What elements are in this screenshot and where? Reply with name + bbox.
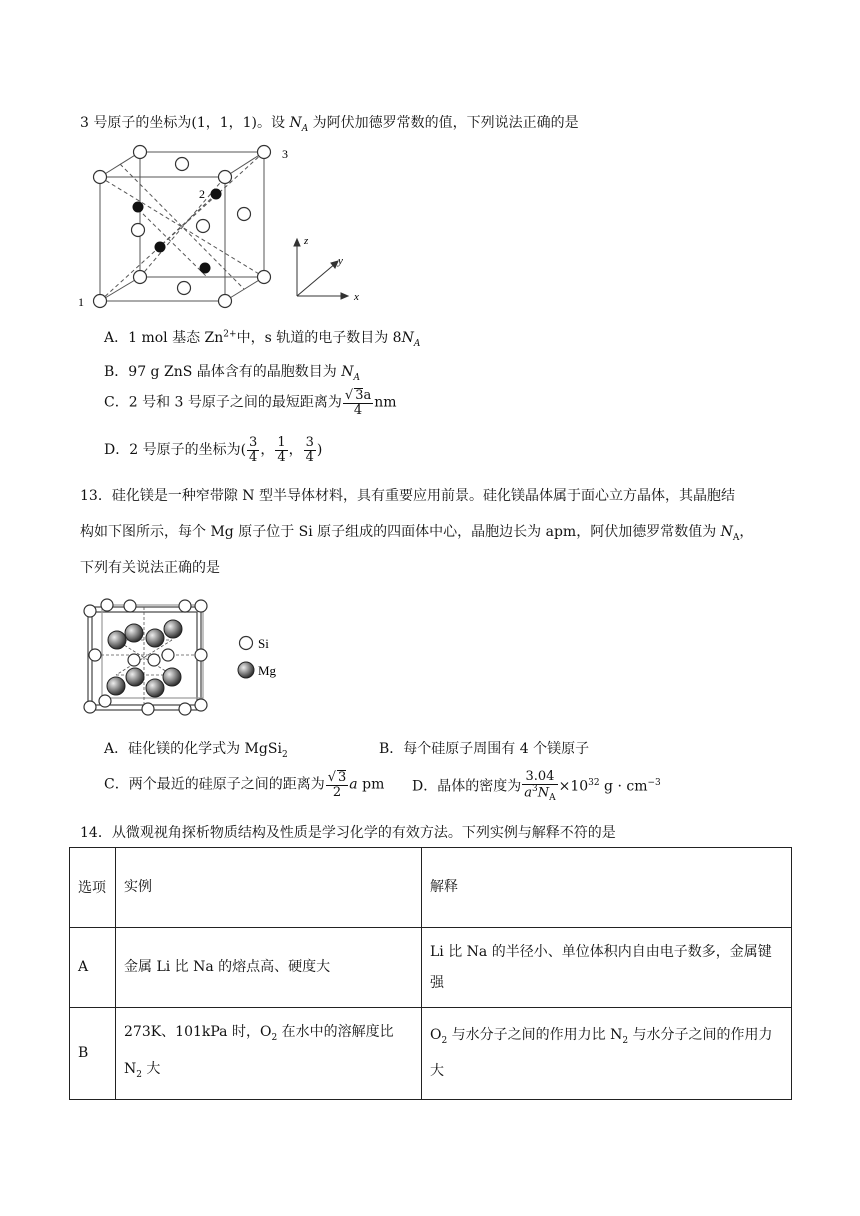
si-legend-icon [240, 637, 253, 650]
option-b-prefix: B．97 g ZnS 晶体含有的晶胞数目为 [104, 364, 342, 380]
frac-num: 3 [305, 435, 314, 450]
var-a: a [524, 784, 532, 800]
example-text: 在水中的溶解度比 N [124, 1023, 394, 1077]
option-a-mid: 中，s 轨道的电子数目为 8 [236, 330, 402, 346]
si-atom [124, 600, 136, 612]
mg-atom [125, 624, 143, 642]
row-example [116, 1008, 422, 1100]
mgsi-unit-cell-diagram [74, 593, 224, 723]
zn-atom [134, 271, 147, 284]
subscript: 2 [136, 1069, 142, 1080]
explain-text: 与水分子之间的作用力比 N [447, 1026, 623, 1043]
fraction [247, 436, 259, 464]
zn-atom [219, 295, 232, 308]
q12-intro [80, 112, 579, 134]
header-option: 选项 [70, 848, 116, 928]
axis-x-label: x [354, 291, 359, 303]
fraction [275, 436, 287, 464]
mg-atom [107, 677, 125, 695]
zn-atom [132, 224, 145, 237]
atom-label-3: 3 [282, 147, 288, 161]
zn-atom [258, 271, 271, 284]
zn-atom [94, 171, 107, 184]
separator: ， [288, 442, 303, 459]
var-a: a [349, 776, 358, 793]
na-subscript: A [732, 532, 740, 543]
zn-atom [197, 220, 210, 233]
unit: pm [357, 776, 385, 793]
zn-atom [176, 158, 189, 171]
example-text: 273K、101kPa 时，O [124, 1023, 272, 1040]
si-atom [162, 649, 174, 661]
frac-num: 3.04 [522, 770, 557, 785]
axis-z-label: z [304, 235, 309, 247]
header-example: 实例 [116, 848, 422, 928]
zn-atom [94, 295, 107, 308]
zn-atom [134, 146, 147, 159]
times-ten: ×10 [558, 778, 589, 795]
zn-atom [178, 282, 191, 295]
table-row [70, 928, 792, 1008]
comma: ， [739, 524, 754, 540]
si-atom [84, 605, 96, 617]
atom-label-2: 2 [199, 187, 205, 201]
frac-num: 1 [277, 435, 286, 450]
si-atom [148, 654, 160, 666]
mg-atom [164, 620, 182, 638]
unit: nm [374, 394, 397, 411]
mg-atom [126, 668, 144, 686]
mg-legend-icon [238, 662, 254, 678]
s-atom [211, 189, 222, 200]
si-atom [128, 654, 140, 666]
si-atom [195, 600, 207, 612]
q13-option-c [104, 770, 384, 799]
si-atom [101, 599, 113, 611]
na-subscript: A [413, 338, 421, 349]
row-option: A [70, 928, 116, 1008]
row-explanation: Li 比 Na 的半径小、单位体积内自由电子数多，金属键强 [422, 928, 792, 1008]
frac-num: 3 [249, 435, 258, 450]
option-d-prefix: D．晶体的密度为 [412, 778, 522, 795]
zns-unit-cell-diagram [76, 140, 376, 315]
q13-option-b: B．每个硅原子周围有 4 个镁原子 [379, 741, 590, 757]
na-symbol: N [401, 330, 414, 346]
q13-line2-text: 构如下图所示，每个 Mg 原子位于 Si 原子组成的四面体中心，晶胞边长为 apm，阿伏加德罗常数值为 [80, 524, 721, 540]
option-c-prefix: C．两个最近的硅原子之间的距离为 [104, 776, 325, 793]
formula-subscript: 2 [281, 749, 288, 760]
na-symbol: N [720, 524, 733, 540]
exponent: 3 [532, 783, 538, 794]
separator: ， [260, 442, 275, 459]
subscript: 2 [622, 1035, 629, 1046]
q13-option-a [104, 738, 288, 760]
axis-y-label: y [338, 255, 343, 267]
fraction [304, 436, 316, 464]
zn-charge: 2+ [223, 329, 237, 340]
unit: g · cm [599, 778, 648, 795]
zn-atom [219, 171, 232, 184]
na-subscript: A [353, 372, 360, 383]
q12-option-d [104, 436, 322, 464]
si-atom [195, 699, 207, 711]
radicand: 3 [355, 388, 364, 403]
frac-den: 4 [277, 449, 286, 465]
si-atom [84, 701, 96, 713]
na-subscript: A [301, 123, 309, 134]
mg-atom [146, 629, 164, 647]
close-paren: ) [316, 442, 323, 459]
explain-text: 与水分子之间的作用力大 [430, 1026, 773, 1080]
q13-option-d [412, 770, 661, 803]
na-subscript: A [549, 792, 556, 803]
q12-option-c [104, 388, 397, 417]
s-atom [133, 202, 144, 213]
si-atom [89, 649, 101, 661]
q14-table [69, 847, 792, 1100]
atom-label-1: 1 [78, 295, 84, 309]
zn-atom [258, 146, 271, 159]
option-a-prefix: A．1 mol 基态 Zn [104, 330, 224, 346]
s-atom [155, 242, 166, 253]
s-atom [200, 263, 211, 274]
legend-mg-label: Mg [258, 663, 277, 678]
subscript: 2 [271, 1032, 278, 1043]
q13-line2 [80, 521, 753, 543]
q13-line3: 下列有关说法正确的是 [80, 560, 220, 576]
si-atom [179, 600, 191, 612]
option-a-text: A．硅化镁的化学式为 MgSi [104, 741, 282, 757]
subscript: 2 [441, 1035, 448, 1046]
frac-den: 4 [305, 449, 314, 465]
row-example: 金属 Li 比 Na 的熔点高、硬度大 [116, 928, 422, 1008]
frac-a: a [363, 388, 372, 403]
row-explanation [422, 1008, 792, 1100]
q12-option-a [104, 327, 420, 349]
unit-exponent: −3 [647, 777, 661, 788]
fraction: $\frac{√ 3a}{4}$ [344, 388, 372, 418]
na-symbol: N [341, 364, 354, 380]
frac-den: 4 [353, 402, 363, 418]
axes-icon [294, 239, 348, 299]
mg-atom [163, 668, 181, 686]
table-header-row [70, 848, 792, 928]
example-text: 大 [141, 1060, 161, 1077]
table-row [70, 1008, 792, 1100]
header-explanation: 解释 [422, 848, 792, 928]
atom-legend [234, 630, 294, 686]
fraction [522, 770, 557, 803]
zn-atom [238, 208, 251, 221]
explain-text: O [430, 1026, 442, 1043]
q14-title: 14．从微观视角探析物质结构及性质是学习化学的有效方法。下列实例与解释不符的是 [80, 825, 616, 841]
option-d-prefix: D．2 号原子的坐标为( [104, 442, 247, 459]
na-symbol: N [537, 784, 550, 800]
q12-intro-text-b: 为阿伏加德罗常数的值，下列说法正确的是 [308, 115, 579, 131]
na-symbol: N [289, 115, 302, 131]
radicand: 3 [338, 770, 347, 785]
legend-si-label: Si [258, 636, 269, 651]
fraction: $\frac{√ 3}{2}$ [327, 770, 347, 800]
si-atom [179, 703, 191, 715]
mg-atom [108, 631, 126, 649]
si-atom [99, 695, 111, 707]
exponent: 32 [588, 777, 600, 788]
si-atom [195, 649, 207, 661]
row-option: B [70, 1008, 116, 1100]
q13-line1: 13．硅化镁是一种窄带隙 N 型半导体材料，具有重要应用前景。硅化镁晶体属于面心立方晶体，其晶胞结 [80, 488, 735, 504]
frac-den: 2 [332, 784, 342, 800]
mg-atom [146, 679, 164, 697]
q12-option-b [104, 361, 360, 383]
frac-den: 4 [249, 449, 258, 465]
si-atom [142, 703, 154, 715]
q12-intro-text-a: 3 号原子的坐标为(1，1，1)。设 [80, 115, 290, 131]
option-c-prefix: C．2 号和 3 号原子之间的最短距离为 [104, 394, 342, 411]
